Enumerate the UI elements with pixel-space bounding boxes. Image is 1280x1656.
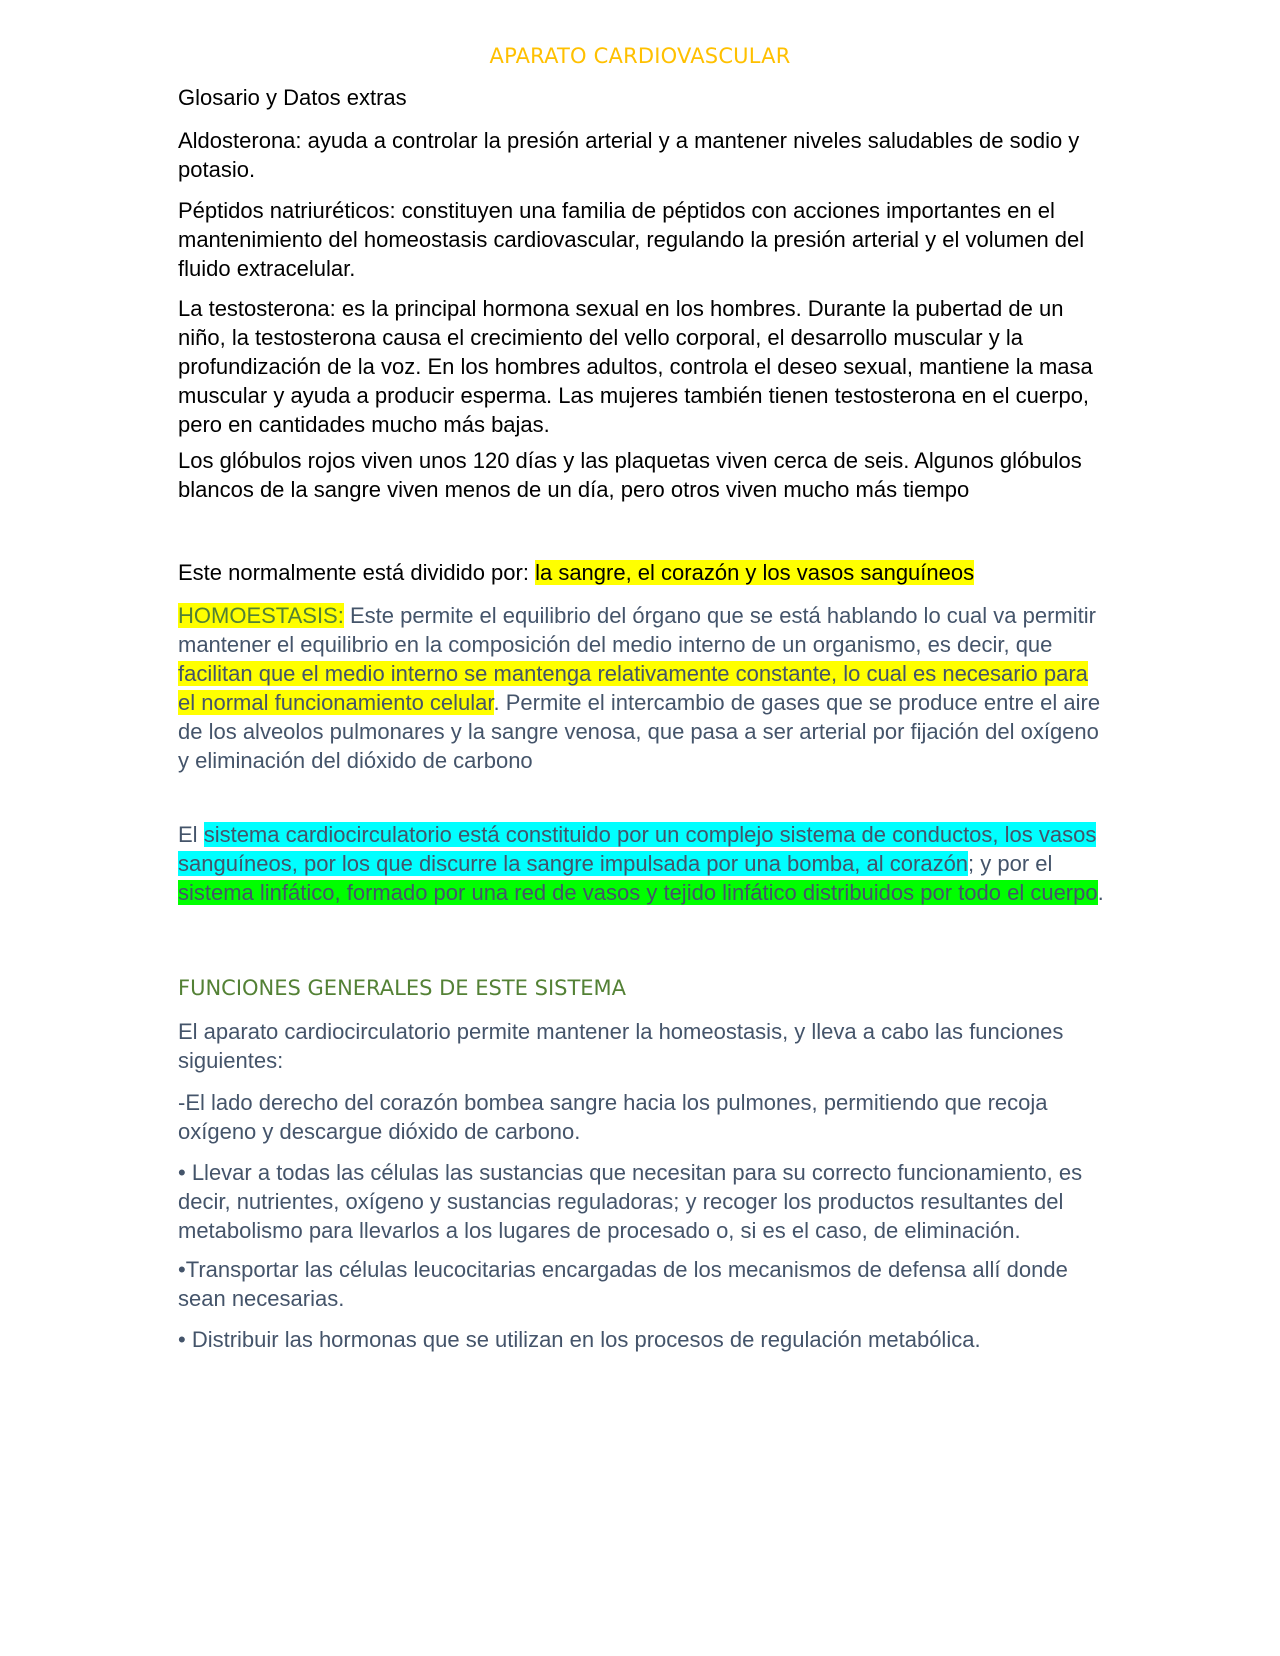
funcion-4: • Distribuir las hormonas que se utilizan en los procesos de regulación metabólica. xyxy=(178,1327,981,1352)
funcion-1: -El lado derecho del corazón bombea sangre hacia los pulmones, permitiendo que recoja oxígeno y descargue dióxido de carbono. xyxy=(178,1090,1048,1144)
aldosterona-paragraph: Aldosterona: ayuda a controlar la presión arterial y a mantener niveles saludables de sodio y potasio. xyxy=(178,128,1080,182)
testosterona-paragraph: La testosterona: es la principal hormona sexual en los hombres. Durante la pubertad de un niño, la testosterona causa el crecimiento del vello corporal, el desarrollo muscular y la profundización de la voz. En los hombres adultos, controla el deseo sexual, mantiene la masa muscular y ayuda a producir esperma. Las mujeres también tienen testosterona en el cuerpo, pero en cantidades mucho más bajas. xyxy=(178,296,1093,437)
homeostasis-highlight: facilitan que el medio interno se mantenga relativamente constante, lo cual es necesario para el normal funcionamiento celular xyxy=(178,661,1088,715)
division-paragraph xyxy=(178,558,1108,587)
sistema-suffix: . xyxy=(1097,880,1104,905)
funcion-3: •Transportar las células leucocitarias encargadas de los mecanismos de defensa allí donde sean necesarias. xyxy=(178,1257,1068,1311)
funciones-heading: FUNCIONES GENERALES DE ESTE SISTEMA xyxy=(178,976,627,1000)
homeostasis-text-2: . Permite el intercambio de gases que se produce entre el aire de los alveolos pulmonares y la sangre venosa, que pasa a ser arterial por fijación del oxígeno y eliminación del dióxido de carbono xyxy=(178,690,1101,773)
homeostasis-paragraph xyxy=(178,601,1108,775)
sistema-middle: ; y por el xyxy=(968,851,1053,876)
document-title: APARATO CARDIOVASCULAR xyxy=(489,44,791,68)
sistema-cyan-highlight: sistema cardiocirculatorio está constituido por un complejo sistema de conductos, los vasos sanguíneos, por los que discurre la sangre impulsada por una bomba, al corazón xyxy=(178,822,1097,876)
glossary-heading: Glosario y Datos extras xyxy=(178,85,407,110)
sistema-green-highlight: sistema linfático, formado por una red de vasos y tejido linfático distribuidos por todo el cuerpo xyxy=(178,880,1098,905)
sistema-prefix: El xyxy=(178,822,204,847)
division-prefix: Este normalmente está dividido por: xyxy=(178,560,536,585)
homeostasis-label: HOMOESTASIS: xyxy=(178,603,344,628)
homeostasis-text-1: Este permite el equilibrio del órgano que se está hablando lo cual va permitir mantener el equilibrio en la composición del medio interno de un organismo, es decir, que xyxy=(178,603,1096,657)
peptidos-paragraph: Péptidos natriuréticos: constituyen una familia de péptidos con acciones importantes en el mantenimiento del homeostasis cardiovascular, regulando la presión arterial y el volumen del fluido extracelular. xyxy=(178,198,1085,281)
sistema-paragraph xyxy=(178,820,1108,907)
globulos-paragraph: Los glóbulos rojos viven unos 120 días y las plaquetas viven cerca de seis. Algunos glóbulos blancos de la sangre viven menos de un día, pero otros viven mucho más tiempo xyxy=(178,448,1082,502)
division-highlight: la sangre, el corazón y los vasos sanguíneos xyxy=(535,560,975,585)
funcion-2: • Llevar a todas las células las sustancias que necesitan para su correcto funcionamiento, es decir, nutrientes, oxígeno y sustancias reguladoras; y recoger los productos resultantes del metabolismo para llevarlos a los lugares de procesado o, si es el caso, de eliminación. xyxy=(178,1160,1083,1243)
funciones-intro: El aparato cardiocirculatorio permite mantener la homeostasis, y lleva a cabo las funciones siguientes: xyxy=(178,1019,1064,1073)
